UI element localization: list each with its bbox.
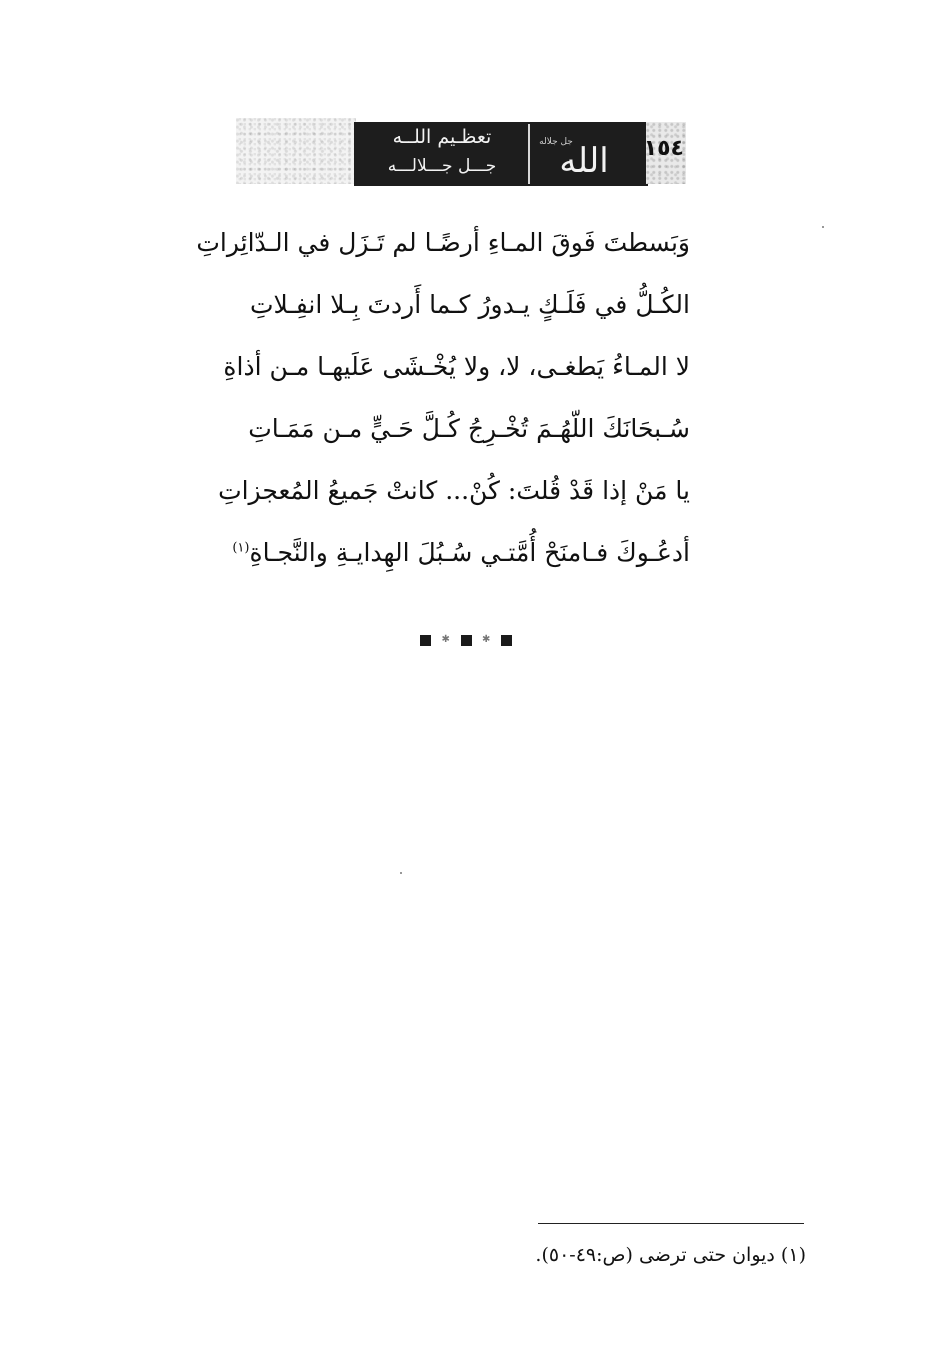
scan-speck xyxy=(400,872,402,874)
poem xyxy=(196,212,690,584)
poem-verse-last xyxy=(232,522,690,584)
poem-verse-text: أدعُـوكَ فـامنَحْ أُمَّتـي سُـبُلَ الهِدايـةِ والنَّجـاةِ xyxy=(249,538,690,567)
header-subtitle: جـــل جـــلالـــه xyxy=(387,156,497,176)
header-title: تعظـيم اللــه xyxy=(392,126,492,148)
footnote-separator xyxy=(538,1223,804,1224)
header-divider xyxy=(528,124,530,184)
poem-verse: وَبَسطتَ فَوقَ المـاءِ أرضًـا لم تَـزَل في الـدّائِراتِ xyxy=(196,228,690,257)
page-number: ١٥٤ xyxy=(643,136,684,161)
poem-verse: الكُـلُّ في فَلَـكٍ يـدورُ كـما أَردتَ بِـلا انفِـلاتِ xyxy=(250,290,690,319)
ornament-star-icon: ✱ xyxy=(482,634,491,645)
page-header xyxy=(236,112,686,188)
logo-text: الله xyxy=(559,141,609,181)
header-texture-left xyxy=(236,118,356,184)
footnote-reference: (١) xyxy=(232,540,250,556)
poem-verse: سُـبحَانَكَ اللّهُـمَ تُخْـرِجُ كُـلَّ حَـيٍّ مـن مَمَـاتِ xyxy=(248,414,690,443)
section-ornament xyxy=(420,633,512,647)
ornament-square xyxy=(461,635,472,646)
ornament-star-icon: ✱ xyxy=(441,634,450,645)
ornament-square xyxy=(501,635,512,646)
ornament-square xyxy=(420,635,431,646)
footnote: (١) ديوان حتى ترضى (ص:٤٩-٥٠). xyxy=(535,1244,806,1266)
scan-speck xyxy=(822,226,824,228)
calligraphy-logo xyxy=(536,124,632,184)
poem-verse: لا المـاءُ يَطغـى، لا، ولا يُخْـشَى عَلَيهـا مـن أذاةِ xyxy=(223,352,690,381)
logo-small-text: جل جلاله xyxy=(539,137,573,147)
poem-verse: يا مَنْ إذا قَدْ قُلتَ: كُنْ... كانتْ جَميعُ المُعجزاتِ xyxy=(218,476,690,505)
